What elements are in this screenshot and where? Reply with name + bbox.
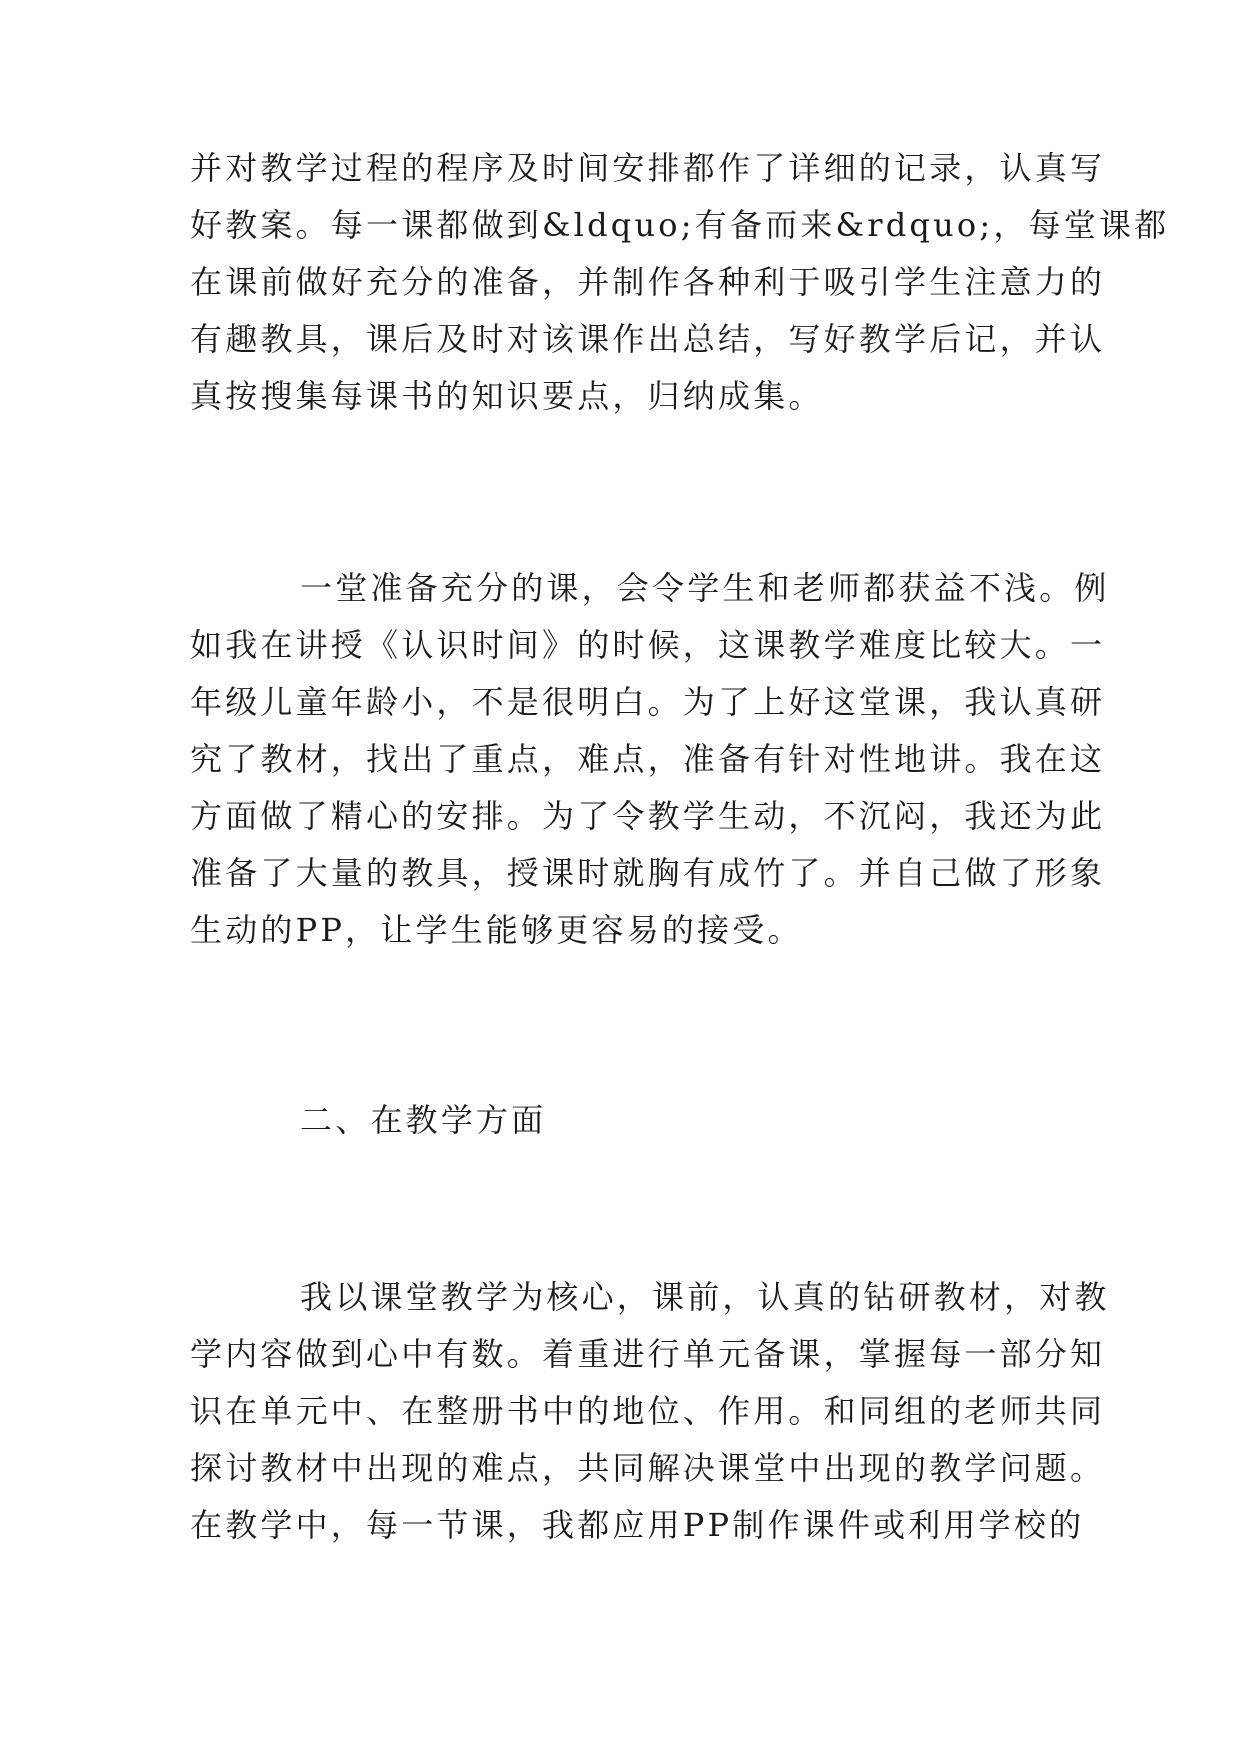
- paragraph-3-line-1: 我以课堂教学为核心，课前，认真的钻研教材，对教: [300, 1278, 1110, 1316]
- paragraph-1-line-4: 有趣教具，课后及时对该课作出总结，写好教学后记，并认: [190, 320, 1106, 358]
- paragraph-2-line-5: 方面做了精心的安排。为了令教学生动，不沉闷，我还为此: [190, 797, 1106, 835]
- paragraph-2-line-6: 准备了大量的教具，授课时就胸有成竹了。并自己做了形象: [190, 854, 1106, 892]
- paragraph-2-line-2: 如我在讲授《认识时间》的时候，这课教学难度比较大。一: [190, 626, 1106, 664]
- paragraph-1-line-3: 在课前做好充分的准备，并制作各种利于吸引学生注意力的: [190, 263, 1106, 301]
- paragraph-1-line-5: 真按搜集每课书的知识要点，归纳成集。: [190, 377, 824, 415]
- paragraph-2-line-7: 生动的PP，让学生能够更容易的接受。: [190, 911, 803, 949]
- paragraph-3-line-5: 在教学中，每一节课，我都应用PP制作课件或利用学校的: [190, 1506, 1085, 1544]
- paragraph-2-line-1: 一堂准备充分的课，会令学生和老师都获益不浅。例: [300, 569, 1110, 607]
- paragraph-2-line-4: 究了教材，找出了重点，难点，准备有针对性地讲。我在这: [190, 740, 1106, 778]
- paragraph-1-line-2: 好教案。每一课都做到&ldquo;有备而来&rdquo;，每堂课都: [190, 206, 1170, 244]
- paragraph-3-line-4: 探讨教材中出现的难点，共同解决课堂中出现的教学问题。: [190, 1449, 1106, 1487]
- paragraph-1-line-1: 并对教学过程的程序及时间安排都作了详细的记录，认真写: [190, 149, 1106, 187]
- paragraph-2-line-3: 年级儿童年龄小，不是很明白。为了上好这堂课，我认真研: [190, 683, 1106, 721]
- paragraph-3-line-2: 学内容做到心中有数。着重进行单元备课，掌握每一部分知: [190, 1335, 1106, 1373]
- paragraph-3-line-3: 识在单元中、在整册书中的地位、作用。和同组的老师共同: [190, 1392, 1106, 1430]
- section-heading: 二、在教学方面: [300, 1101, 547, 1139]
